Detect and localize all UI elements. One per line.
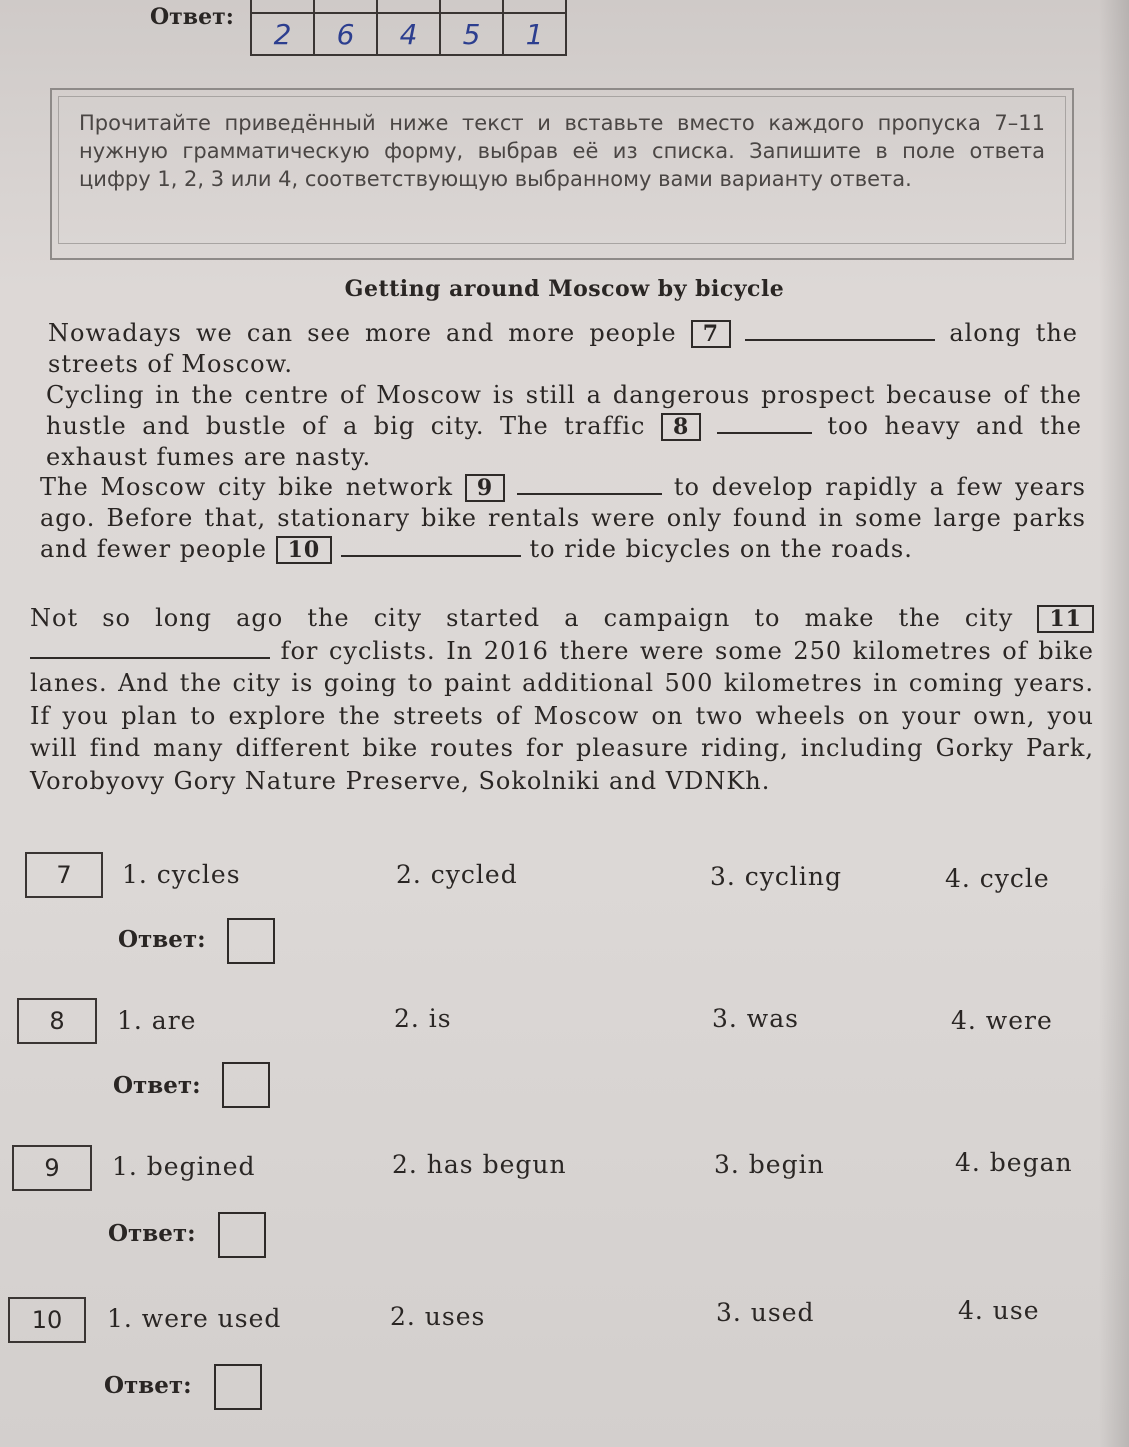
option-10-3[interactable]: 3. used — [716, 1298, 815, 1327]
option-9-1[interactable]: 1. begined — [112, 1152, 256, 1181]
instruction-box — [50, 88, 1074, 260]
option-8-2[interactable]: 2. is — [394, 1004, 452, 1033]
p3-text-before: The Moscow city bike network — [40, 473, 454, 501]
option-7-1[interactable]: 1. cycles — [122, 860, 241, 889]
question-number-10: 10 — [8, 1297, 86, 1343]
option-9-2[interactable]: 2. has begun — [392, 1150, 567, 1179]
option-8-4[interactable]: 4. were — [951, 1006, 1053, 1035]
answer-box-9[interactable] — [218, 1212, 266, 1258]
gap-number-11: 11 — [1037, 605, 1094, 633]
answer-box-10[interactable] — [214, 1364, 262, 1410]
p4-text-after: for cyclists. In 2016 there were some 250 kilometres of bike lanes. And the city is going to paint additional 500 kilometres in coming years. If you plan to explore the streets of Moscow on two wheels on your own, you will find many different bike routes for pleasure riding, including Gorky Park, Vorobyovy Gory Nature Preserve, Sokolniki and VDNKh. — [30, 636, 1094, 795]
option-8-1[interactable]: 1. are — [117, 1006, 197, 1035]
answer-box-7[interactable] — [227, 918, 275, 964]
option-10-4[interactable]: 4. use — [958, 1296, 1040, 1325]
paragraph-4 — [30, 602, 1094, 797]
text-title: Getting around Moscow by bicycle — [344, 276, 785, 302]
gap-number-7: 7 — [691, 320, 731, 348]
header-cell — [440, 0, 503, 13]
blank-8[interactable] — [717, 412, 812, 434]
answer-label-8: Ответ: — [113, 1072, 201, 1099]
blank-10[interactable] — [341, 535, 521, 557]
answer-cell[interactable]: 6 — [314, 13, 377, 55]
option-7-3[interactable]: 3. cycling — [710, 862, 843, 891]
p1-text-after: along the streets of Moscow. — [48, 319, 1078, 378]
option-9-3[interactable]: 3. begin — [714, 1150, 825, 1179]
header-cell — [377, 0, 440, 13]
top-answer-value-row — [251, 13, 566, 55]
header-cell — [251, 0, 314, 13]
option-10-2[interactable]: 2. uses — [390, 1302, 486, 1331]
option-9-4[interactable]: 4. began — [955, 1148, 1073, 1177]
instruction-text: Прочитайте приведённый ниже текст и вставьте вместо каждого пропуска 7–11 нужную грамматическую форму, выбрав её из списка. Запишите в поле ответа цифру 1, 2, 3 или 4, соответствующую выбранному вами варианту ответа. — [58, 96, 1066, 244]
gap-number-8: 8 — [661, 413, 701, 441]
answer-cell[interactable]: 4 — [377, 13, 440, 55]
option-7-2[interactable]: 2. cycled — [396, 860, 518, 889]
answer-cell[interactable]: 2 — [251, 13, 314, 55]
option-8-3[interactable]: 3. was — [712, 1004, 799, 1033]
question-number-7: 7 — [25, 852, 103, 898]
answer-label-10: Ответ: — [104, 1372, 192, 1399]
blank-7[interactable] — [745, 319, 935, 341]
p2-text-after: too heavy and the exhaust fumes are nasty. — [46, 412, 1083, 471]
p2-text-before: Cycling in the centre of Moscow is still a dangerous prospect because of the hustle and bustle of a big city. The traffic — [46, 381, 1082, 440]
page-edge-shadow — [1099, 0, 1129, 1447]
p1-text-before: Nowadays we can see more and more people — [48, 319, 677, 347]
top-answer-table — [250, 0, 567, 56]
option-10-1[interactable]: 1. were used — [107, 1304, 282, 1333]
question-number-8: 8 — [17, 998, 97, 1044]
question-number-9: 9 — [12, 1145, 92, 1191]
answer-cell[interactable]: 1 — [503, 13, 566, 55]
blank-9[interactable] — [517, 473, 662, 495]
top-answer-label: Ответ: — [150, 4, 234, 30]
gap-number-10: 10 — [276, 536, 333, 564]
paragraph-2 — [46, 380, 1082, 473]
p3-text-after: to ride bicycles on the roads. — [529, 535, 913, 563]
paragraph-1 — [48, 318, 1078, 380]
answer-label-7: Ответ: — [118, 926, 206, 953]
answer-label-9: Ответ: — [108, 1220, 196, 1247]
gap-number-9: 9 — [465, 474, 505, 502]
blank-11[interactable] — [30, 637, 270, 659]
p4-text-before: Not so long ago the city started a campaign to make the city — [30, 604, 1014, 632]
header-cell — [503, 0, 566, 13]
answer-cell[interactable]: 5 — [440, 13, 503, 55]
top-answer-header-row — [251, 0, 566, 13]
option-7-4[interactable]: 4. cycle — [945, 864, 1050, 893]
paragraph-3 — [40, 472, 1086, 565]
answer-box-8[interactable] — [222, 1062, 270, 1108]
header-cell — [314, 0, 377, 13]
p3-text-mid: to develop rapidly a few years ago. Before that, stationary bike rentals were only found in some large parks and fewer people — [40, 473, 1086, 563]
